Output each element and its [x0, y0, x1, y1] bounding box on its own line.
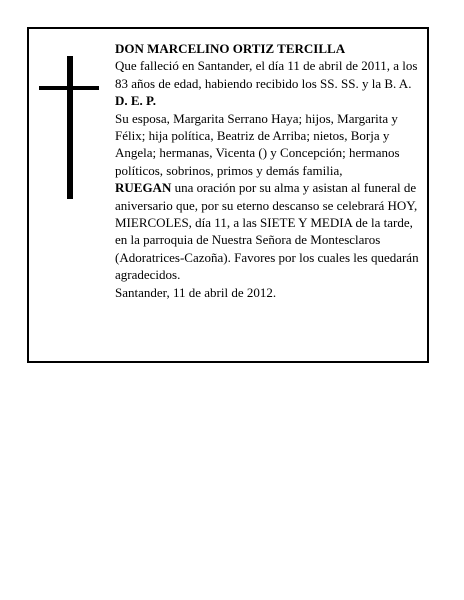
request-text-part-1: una oración por su alma y asistan al funeral de aniversario que, por su eterno descanso se celebrará HOY, MIERCOLES, día 11, a las [115, 180, 418, 231]
request-keyword: RUEGAN [115, 180, 172, 196]
cross-icon-crossbar [39, 86, 99, 90]
obituary-notice [27, 27, 429, 363]
time-highlight: SIETE Y MEDIA [260, 215, 353, 231]
place-and-date: Santander, 11 de abril de 2012. [115, 284, 277, 300]
death-statement: Que falleció en Santander, el día 11 de abril de 2011, a los 83 años de edad, habiendo recibido los SS. SS. y la B. A. [115, 58, 418, 91]
notice-body [115, 40, 421, 301]
funeral-request [115, 179, 421, 283]
family-list: Su esposa, Margarita Serrano Haya; hijos, Margarita y Félix; hija política, Beatriz de Arriba; nietos, Borja y Angela; hermanas, Vicenta () y Concepción; hermanos políticos, sobrinos, primos y demás familia, [115, 110, 400, 178]
deceased-name: DON MARCELINO ORTIZ TERCILLA [115, 41, 346, 56]
request-text-part-2: de la tarde, en la parroquia de Nuestra Señora de Montesclaros (Adoratrices-Cazoña). Favores por los cuales les quedarán agradecidos. [115, 215, 419, 283]
dep-line: D. E. P. [115, 93, 157, 109]
cross-icon [67, 56, 73, 199]
